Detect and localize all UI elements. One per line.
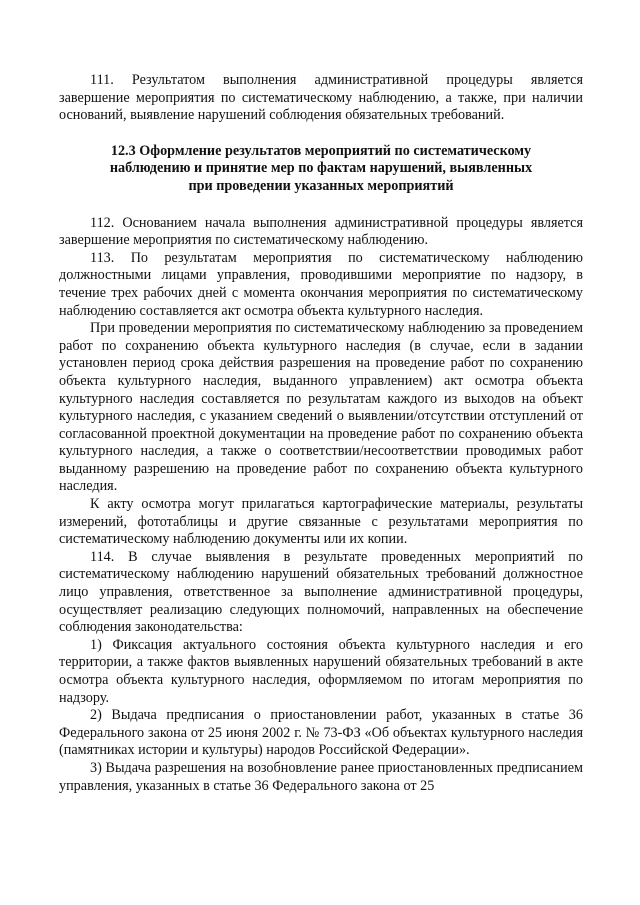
heading-line-2: наблюдению и принятие мер по фактам нарушений, выявленных [109,160,533,177]
page-content [59,72,583,795]
paragraph-114-item-3: 3) Выдача разрешения на возобновление ранее приостановленных предписанием управления, указанных в статье 36 Федерального закона от 25 [59,759,583,794]
paragraph-114-item-1: 1) Фиксация актуального состояния объекта культурного наследия и его территории, а также фактов выявленных нарушений обязательных требований в акте осмотра объекта культурного наследия, оформляемом по итогам мероприятия по надзору. [59,636,583,706]
paragraph-114: 114. В случае выявления в результате проведенных мероприятий по систематическому наблюдению нарушений обязательных требований должностное лицо управления, ответственное за выполнение административной процедуры, осуществляет реализацию следующих полномочий, направленных на обеспечение соблюдения законодательства: [59,548,583,636]
paragraph-112: 112. Основанием начала выполнения административной процедуры является завершение мероприятия по систематическому наблюдению. [59,214,583,249]
heading-line-3: при проведении указанных мероприятий [188,177,454,194]
paragraph-111: 111. Результатом выполнения административной процедуры является завершение мероприятия по систематическому наблюдению, а также, при наличии оснований, выявление нарушений соблюдения обязательных требований. [59,72,583,124]
paragraph-113-attachments: К акту осмотра могут прилагаться картографические материалы, результаты измерений, фототаблицы и другие связанные с результатами мероприятия по систематическому наблюдению документы или их копии. [59,496,583,548]
paragraph-113: 113. По результатам мероприятия по систематическому наблюдению должностными лицами управления, проводившими мероприятие по надзору, в течение трех рабочих дней с момента окончания мероприятия по систематическому наблюдению составляется акт осмотра объекта культурного наследия. [59,249,583,319]
section-heading-12-3 [59,143,583,196]
heading-line-1: 12.3 Оформление результатов мероприятий по систематическому [110,142,532,159]
paragraph-113-works: При проведении мероприятия по систематическому наблюдению за проведением работ по сохранению объекта культурного наследия (в случае, если в задании установлен период срока действия разрешения на проведение работ по сохранению объекта культурного наследия, выданного управлением) акт осмотра объекта культурного наследия составляется по результатам каждого из выходов на объект культурного наследия, с указанием сведений о выявлении/отсутствии отступлений от согласованной проектной документации на проведение работ по сохранению объекта культурного наследия, а также о соответствии/несоответствии проводимых работ выданному разрешению на проведение работ по сохранению объекта культурного наследия. [59,320,583,495]
paragraph-114-item-2: 2) Выдача предписания о приостановлении работ, указанных в статье 36 Федерального закона от 25 июня 2002 г. № 73-ФЗ «Об объектах культурного наследия (памятниках истории и культуры) народов Российской Федерации». [59,707,583,759]
